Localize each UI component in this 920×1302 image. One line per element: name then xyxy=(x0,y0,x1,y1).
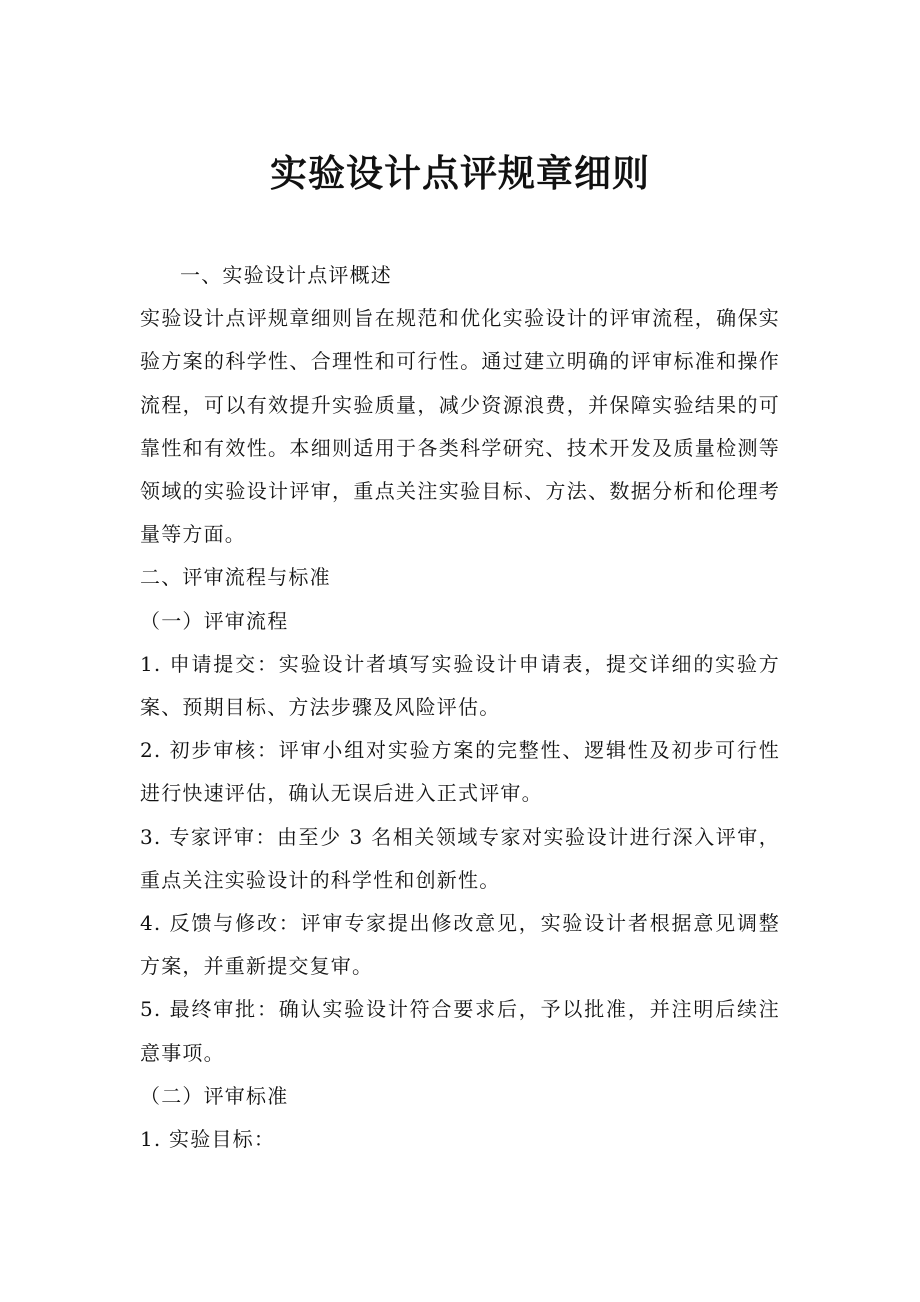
section-heading-process-standards: 二、评审流程与标准 xyxy=(140,565,331,590)
document-title: 实验设计点评规章细则 xyxy=(270,152,650,195)
list-item-experiment-goal: 1. 实验目标： xyxy=(140,1127,276,1152)
document-body xyxy=(140,254,780,1161)
subsection-heading-process: （一）评审流程 xyxy=(140,608,289,633)
list-item-feedback: 4. 反馈与修改：评审专家提出修改意见，实验设计者根据意见调整方案，并重新提交复审。 xyxy=(140,911,780,979)
subsection-heading-standards: （二）评审标准 xyxy=(140,1083,289,1108)
paragraph-overview: 实验设计点评规章细则旨在规范和优化实验设计的评审流程，确保实验方案的科学性、合理性和可行性。通过建立明确的评审标准和操作流程，可以有效提升实验质量，减少资源浪费，并保障实验结果的可靠性和有效性。本细则适用于各类科学研究、技术开发及质量检测等领域的实验设计评审，重点关注实验目标、方法、数据分析和伦理考量等方面。 xyxy=(140,306,780,547)
list-item-final-approval: 5. 最终审批：确认实验设计符合要求后，予以批准，并注明后续注意事项。 xyxy=(140,997,780,1065)
list-item-initial-review: 2. 初步审核：评审小组对实验方案的完整性、逻辑性及初步可行性进行快速评估，确认无误后进入正式评审。 xyxy=(140,738,780,806)
list-item-submission: 1. 申请提交：实验设计者填写实验设计申请表，提交详细的实验方案、预期目标、方法步骤及风险评估。 xyxy=(140,651,780,720)
section-heading-overview: 一、实验设计点评概述 xyxy=(180,263,392,287)
list-item-expert-review: 3. 专家评审：由至少 3 名相关领域专家对实验设计进行深入评审，重点关注实验设计的科学性和创新性。 xyxy=(140,824,780,892)
